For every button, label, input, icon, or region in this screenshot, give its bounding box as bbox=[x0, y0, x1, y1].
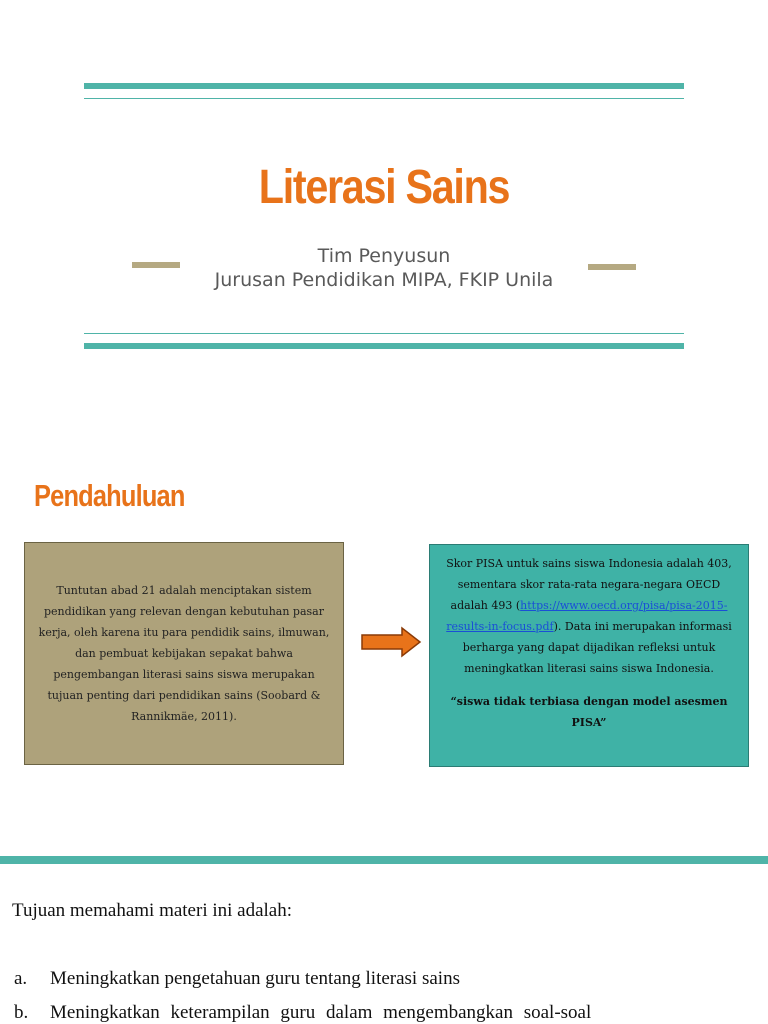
slide-top-band bbox=[0, 856, 768, 864]
bottom-thick-rule bbox=[84, 343, 684, 349]
slide-title: Literasi Sains bbox=[258, 161, 510, 214]
list-item-text: Meningkatkan pengetahuan guru tentang literasi sains bbox=[50, 968, 460, 989]
pisa-text-before-link: Skor PISA untuk sains siswa Indonesia adalah 403, sementara skor rata-rata negara-negara OECD adalah 493 ( bbox=[446, 557, 732, 612]
pisa-score-box bbox=[429, 544, 749, 767]
bottom-thin-rule bbox=[84, 333, 684, 334]
pisa-quote: “siswa tidak terbiasa dengan model asesmen PISA” bbox=[450, 695, 728, 729]
subtitle-right-bar bbox=[588, 264, 636, 270]
slide-subtitle bbox=[0, 244, 768, 292]
top-thick-rule bbox=[84, 83, 684, 89]
pisa-text-after-link: ). Data ini merupakan informasi berharga yang dapat dijadikan refleksi untuk meningkatkan literasi sains siswa Indonesia. bbox=[462, 620, 732, 675]
subtitle-line-1: Tim Penyusun bbox=[317, 245, 451, 267]
list-marker: a. bbox=[14, 968, 28, 989]
list-item bbox=[14, 968, 714, 990]
list-marker: b. bbox=[14, 1002, 29, 1023]
list-item-text: Meningkatkan keterampilan guru dalam mengembangkan soal-soal bbox=[50, 1002, 592, 1023]
section-title: Pendahuluan bbox=[34, 478, 185, 513]
oecd-pisa-link[interactable]: https://www.oecd.org/pisa/pisa-2015-results-in-focus.pdf bbox=[446, 599, 728, 633]
subtitle-line-2: Jurusan Pendidikan MIPA, FKIP Unila bbox=[214, 269, 554, 291]
context-text: Tuntutan abad 21 adalah menciptakan sistem pendidikan yang relevan dengan kebutuhan pasar kerja, oleh karena itu para pendidik sains, ilmuwan, dan pembuat kebijakan sepakat bahwa pengembangan literasi sains siswa merupakan tujuan penting dari pendidikan sains (Soobard & Rannikmäe, 2011). bbox=[38, 584, 330, 723]
list-item bbox=[14, 1002, 714, 1024]
context-box bbox=[24, 542, 344, 765]
right-arrow-icon bbox=[360, 626, 422, 658]
objectives-intro: Tujuan memahami materi ini adalah: bbox=[12, 900, 293, 921]
top-thin-rule bbox=[84, 98, 684, 99]
